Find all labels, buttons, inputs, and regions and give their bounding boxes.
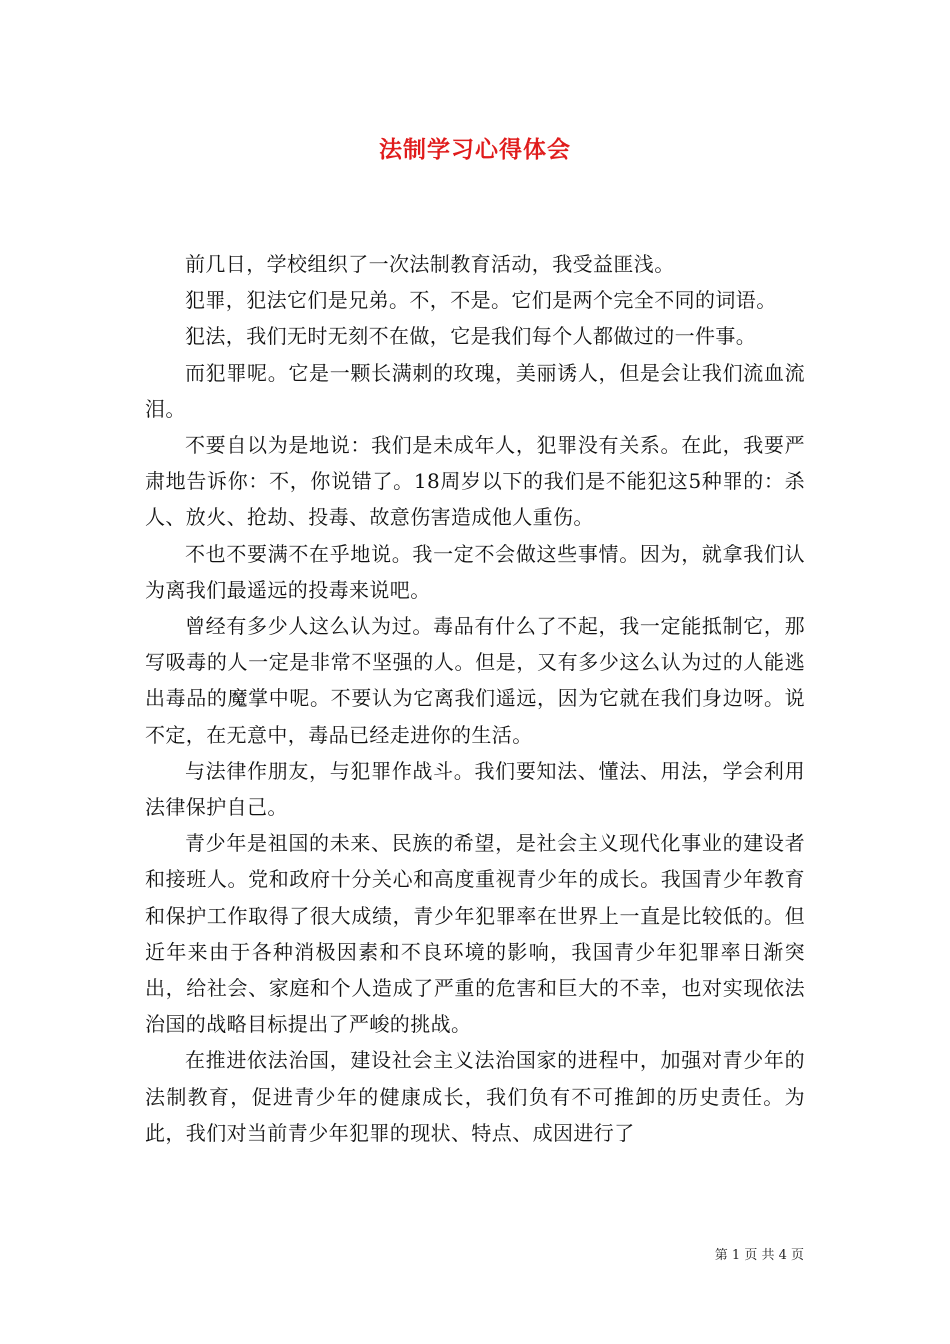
paragraph-8: 与法律作朋友，与犯罪作战斗。我们要知法、懂法、用法，学会利用法律保护自己。	[145, 758, 805, 820]
paragraph-4: 而犯罪呢。它是一颗长满刺的玫瑰，美丽诱人，但是会让我们流血流泪。	[145, 360, 805, 421]
paragraph-10: 在推进依法治国，建设社会主义法治国家的进程中，加强对青少年的法制教育，促进青少年的健康成长，我们负有不可推卸的历史责任。为此，我们对当前青少年犯罪的现状、特点、成因进行了	[145, 1048, 805, 1145]
paragraph-5: 不要自以为是地说：我们是未成年人，犯罪没有关系。在此，我要严肃地告诉你：不，你说错了。18周岁以下的我们是不能犯这5种罪的：杀人、放火、抢劫、投毒、故意伤害造成他人重伤。	[145, 433, 805, 530]
paragraph-9: 青少年是祖国的未来、民族的希望，是社会主义现代化事业的建设者和接班人。党和政府十分关心和高度重视青少年的成长。我国青少年教育和保护工作取得了很大成绩，青少年犯罪率在世界上一直是比较低的。但近年来由于各种消极因素和不良环境的影响，我国青少年犯罪率日渐突出，给社会、家庭和个人造成了严重的危害和巨大的不幸，也对实现依法治国的战略目标提出了严峻的挑战。	[145, 831, 805, 1037]
document-body	[145, 246, 805, 1151]
paragraph-2: 犯罪，犯法它们是兄弟。不，不是。它们是两个完全不同的词语。	[185, 288, 777, 313]
page-number: 第 1 页 共 4 页	[714, 1248, 804, 1263]
document-title: 法制学习心得体会	[379, 136, 571, 163]
paragraph-1: 前几日，学校组织了一次法制教育活动，我受益匪浅。	[185, 252, 675, 276]
paragraph-6: 不也不要满不在乎地说。我一定不会做这些事情。因为，就拿我们认为离我们最遥远的投毒来说吧。	[145, 541, 805, 602]
paragraph-3: 犯法，我们无时无刻不在做，它是我们每个人都做过的一件事。	[185, 324, 757, 349]
paragraph-7: 曾经有多少人这么认为过。毒品有什么了不起，我一定能抵制它，那写吸毒的人一定是非常不坚强的人。但是，又有多少这么认为过的人能逃出毒品的魔掌中呢。不要认为它离我们遥远，因为它就在我们身边呀。说不定，在无意中，毒品已经走进你的生活。	[145, 614, 805, 747]
